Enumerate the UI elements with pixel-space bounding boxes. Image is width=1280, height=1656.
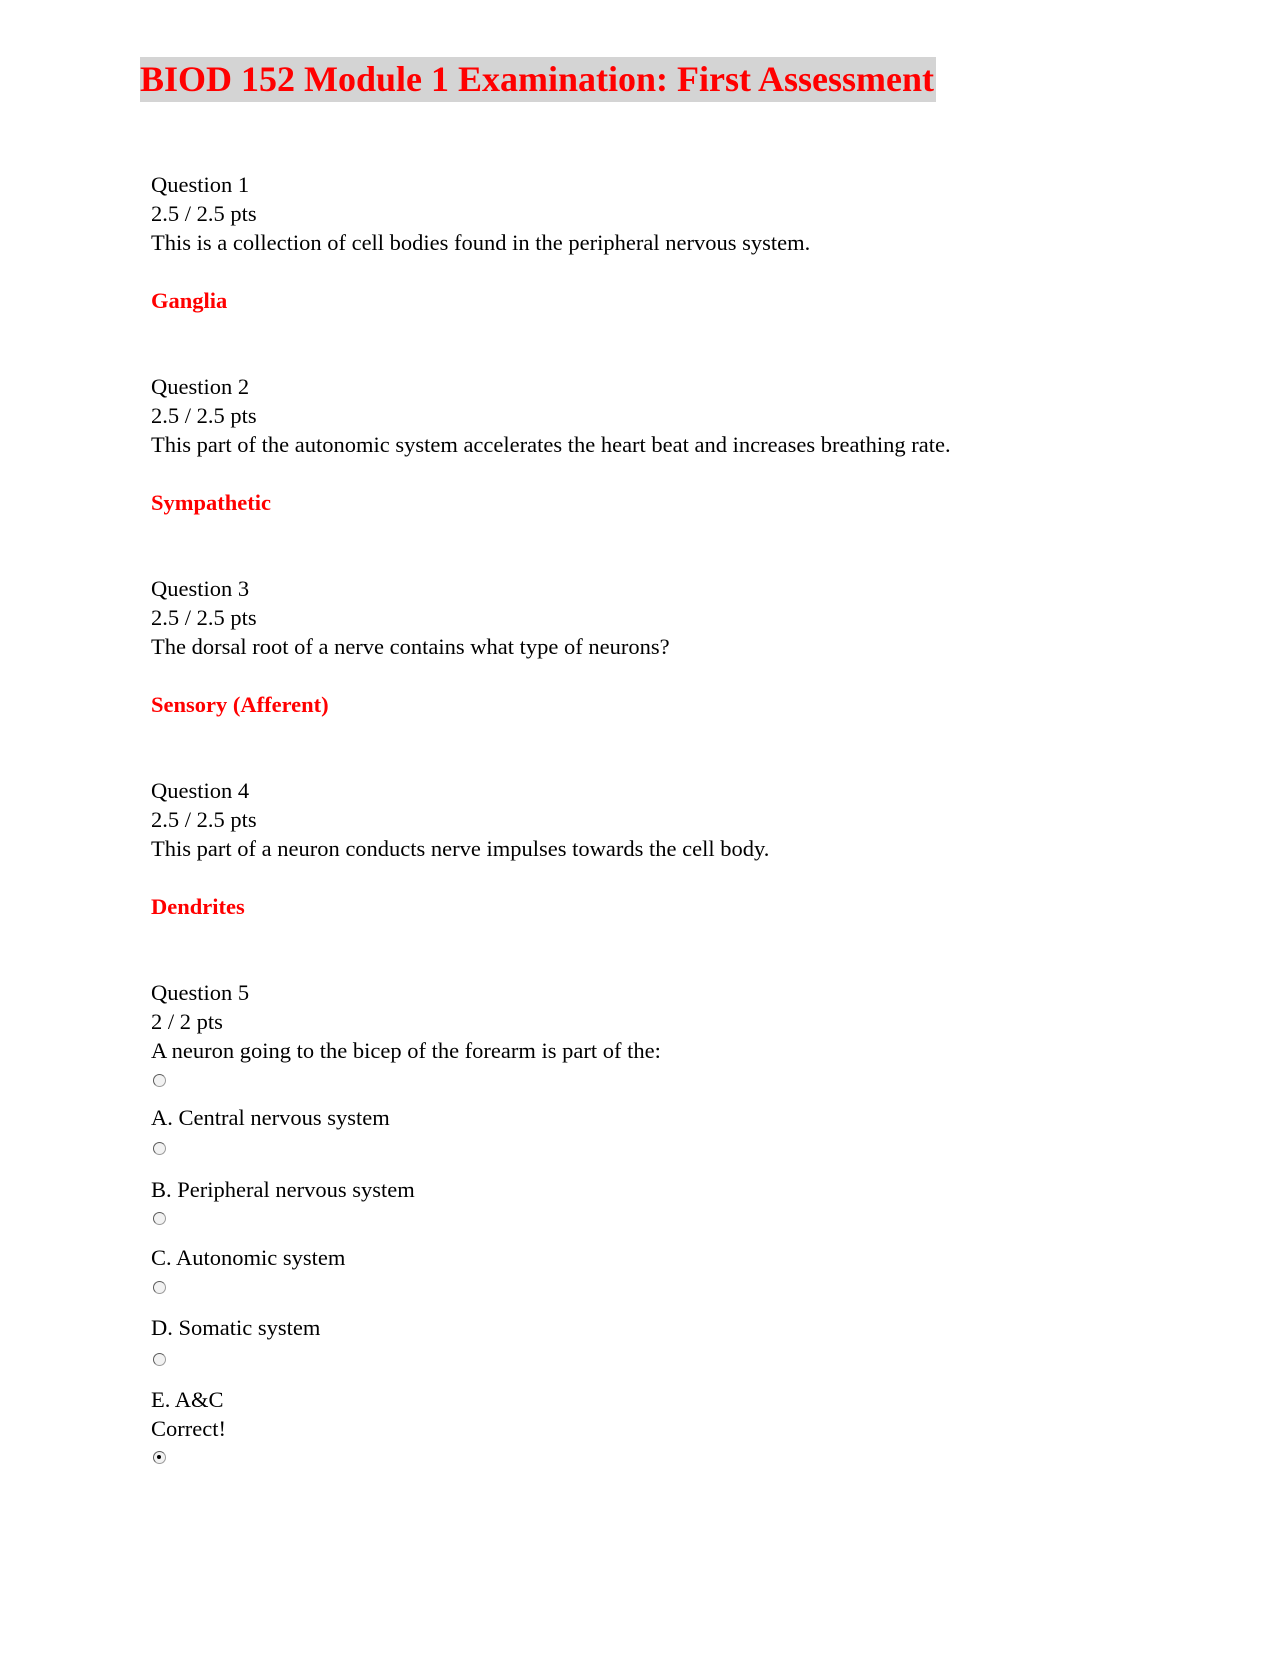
selected-radio[interactable]: [153, 1451, 166, 1464]
question-points: 2 / 2 pts: [151, 1009, 223, 1034]
question-text: This is a collection of cell bodies found in the peripheral nervous system.: [151, 230, 811, 255]
question-answer: Ganglia: [151, 288, 228, 313]
option-b-radio[interactable]: [153, 1142, 166, 1155]
document-title: BIOD 152 Module 1 Examination: First Assessment: [140, 57, 936, 102]
question-label: Question 2: [151, 374, 250, 399]
question-block-1: [151, 170, 1211, 315]
question-label: Question 1: [151, 172, 250, 197]
answer-feedback: Correct!: [151, 1416, 226, 1441]
question-block-3: [151, 574, 1211, 719]
question-text: The dorsal root of a nerve contains what type of neurons?: [151, 634, 670, 659]
question-text: This part of a neuron conducts nerve impulses towards the cell body.: [151, 836, 770, 861]
option-d-radio[interactable]: [153, 1281, 166, 1294]
option-b-label: B. Peripheral nervous system: [151, 1177, 415, 1202]
question-points: 2.5 / 2.5 pts: [151, 403, 257, 428]
option-a-radio[interactable]: [153, 1074, 166, 1087]
question-text: This part of the autonomic system accelerates the heart beat and increases breathing rate.: [151, 432, 951, 457]
question-block-5: [151, 978, 1211, 1065]
question-answer: Sympathetic: [151, 490, 271, 515]
question-label: Question 4: [151, 778, 250, 803]
option-e-radio[interactable]: [153, 1353, 166, 1366]
option-c-radio[interactable]: [153, 1212, 166, 1225]
question-answer: Dendrites: [151, 894, 245, 919]
option-d-label: D. Somatic system: [151, 1315, 321, 1340]
question-label: Question 3: [151, 576, 250, 601]
question-points: 2.5 / 2.5 pts: [151, 807, 257, 832]
question-points: 2.5 / 2.5 pts: [151, 605, 257, 630]
question-answer: Sensory (Afferent): [151, 692, 329, 717]
question-points: 2.5 / 2.5 pts: [151, 201, 257, 226]
option-e-label: E. A&C: [151, 1387, 224, 1412]
option-c-label: C. Autonomic system: [151, 1245, 346, 1270]
option-a-label: A. Central nervous system: [151, 1105, 390, 1130]
question-block-2: [151, 372, 1211, 517]
question-text: A neuron going to the bicep of the forearm is part of the:: [151, 1038, 661, 1063]
question-block-4: [151, 776, 1211, 921]
question-label: Question 5: [151, 980, 250, 1005]
